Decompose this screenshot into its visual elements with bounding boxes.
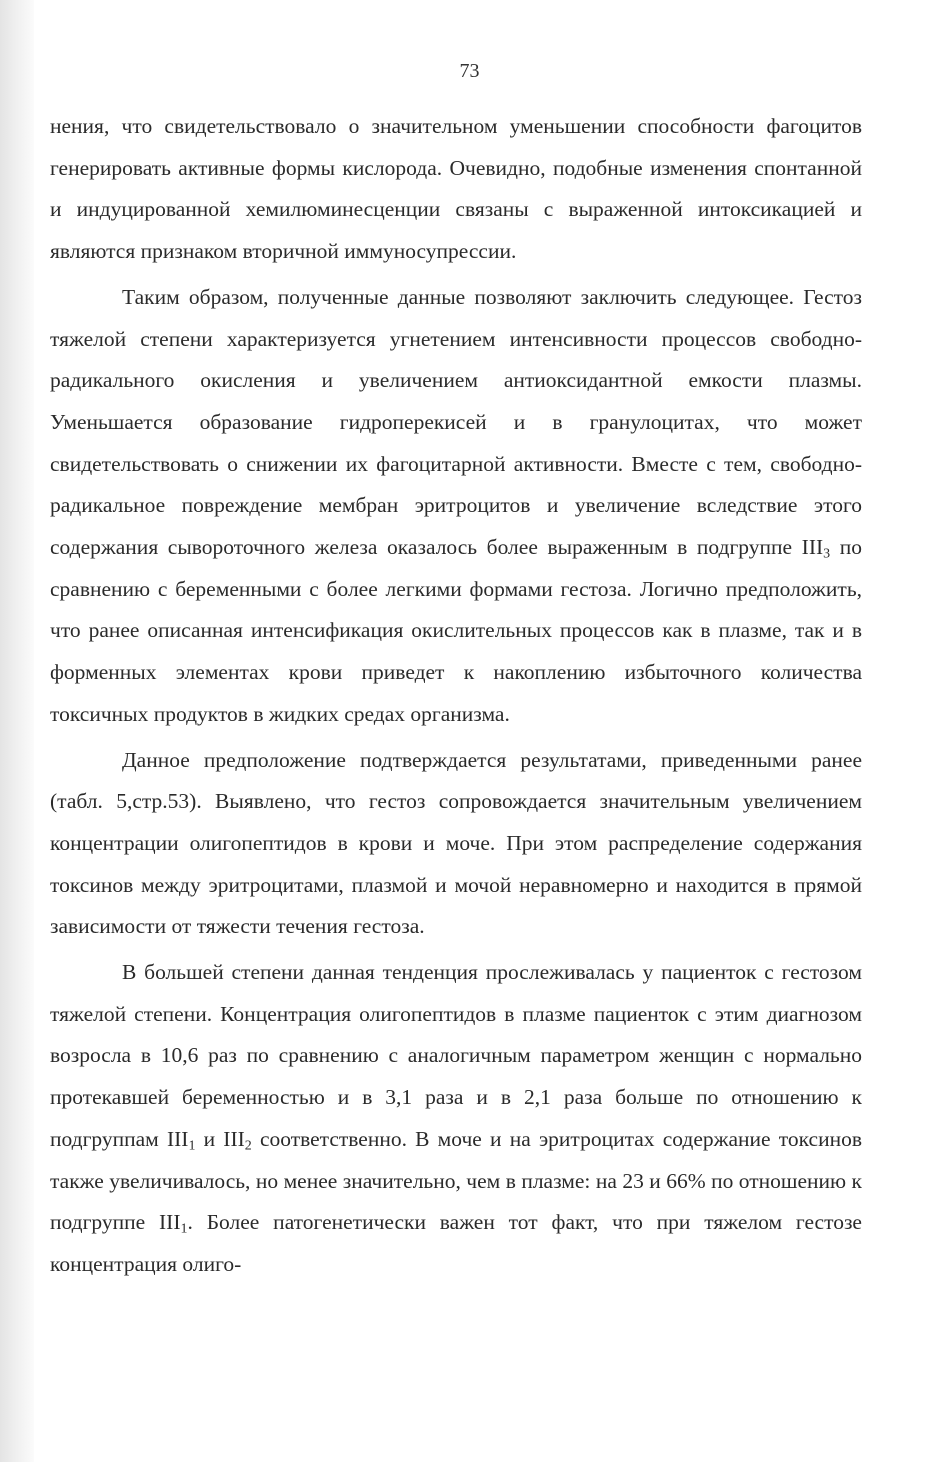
page-number: 73 xyxy=(459,60,480,82)
paragraph-3: Данное предположение подтверждается результатами, приведенными ранее (табл. 5,стр.53). Выявлено, что гестоз сопровождается значительным увеличением концентрации олигопептидов в крови и моче. При этом распределение содержания токсинов между эритроцитами, плазмой и мочой неравномерно и находится в прямой зависимости от тяжести течения гестоза. xyxy=(50,747,862,939)
body-text xyxy=(50,106,862,1286)
paragraph-2: Таким образом, полученные данные позволяют заключить следующее. Гестоз тяжелой степени характеризуется угнетением интенсивности процессов свободно-радикального окисления и увеличением антиоксидантной емкости плазмы. Уменьшается образование гидроперекисей и в гранулоцитах, что может свидетельствовать о снижении их фагоцитарной активности. Вместе с тем, свободно-радикальное повреждение мембран эритроцитов и увеличение вследствие этого содержания сывороточного железа оказалось более выраженным в подгруппе $III_3$ по сравнению с беременными с более легкими формами гестоза. Логично предположить, что ранее описанная интенсификация окислительных процессов как в плазме, так и в форменных элементах крови приведет к накоплению избыточного количества токсичных продуктов в жидких средах организма. xyxy=(50,284,862,726)
paragraph-4: В большей степени данная тенденция прослеживалась у пациенток с гестозом тяжелой степени. Концентрация олигопептидов в плазме пациенток с этим диагнозом возросла в 10,6 раз по сравнению с аналогичным параметром женщин с нормально протекавшей беременностью и в 3,1 раза и в 2,1 раза больше по отношению к подгруппам $III_1$ и $III_2$ соответственно. В моче и на эритроцитах содержание токсинов также увеличивалось, но менее значительно, чем в плазме: на 23 и 66% по отношению к подгруппе $III_1$. Более патогенетически важен тот факт, что при тяжелом гестозе концентрация олиго- xyxy=(50,960,862,1276)
subgroup-subscript: 1 xyxy=(180,1221,188,1237)
subgroup-subscript: 1 xyxy=(188,1138,196,1154)
subgroup-subscript: 2 xyxy=(244,1138,252,1154)
paragraph-1: нения, что свидетельствовало о значительном уменьшении способности фагоцитов генерировать активные формы кислорода. Очевидно, подобные изменения спонтанной и индуцированной хемилюминесценции связаны с выраженной интоксикацией и являются признаком вторичной иммуносупрессии. xyxy=(50,114,862,264)
subgroup-subscript: 3 xyxy=(823,546,831,562)
scan-edge-shadow xyxy=(0,0,34,1462)
